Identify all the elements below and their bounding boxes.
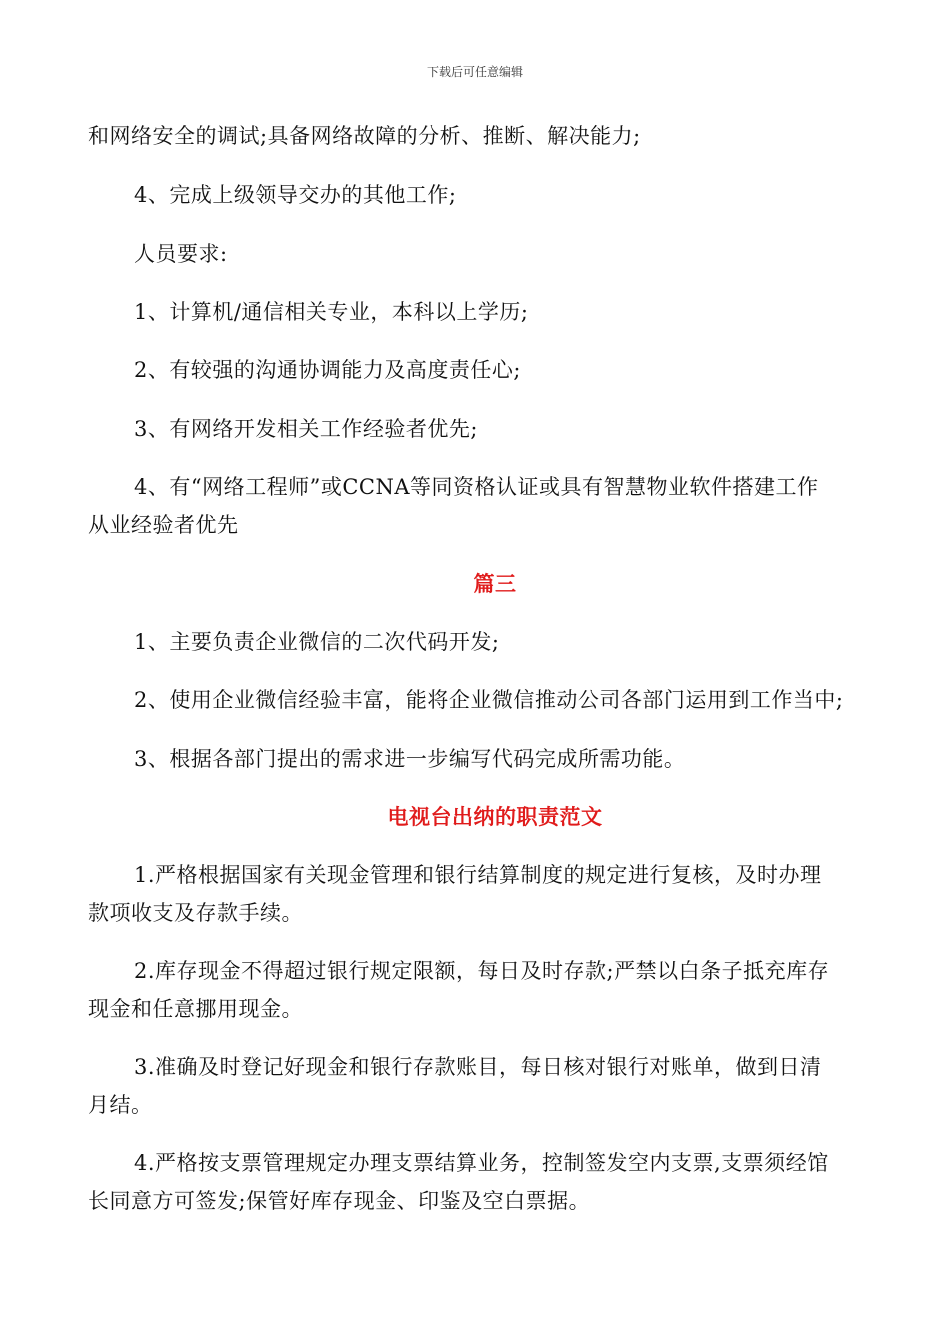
paragraph-line: 月结。 [88,1093,153,1117]
list-item: 1、计算机/通信相关专业，本科以上学历; [134,300,529,324]
list-item: 3、有网络开发相关工作经验者优先; [134,417,478,441]
section-label: 人员要求: [134,242,228,266]
list-item: 4.严格按支票管理规定办理支票结算业务，控制签发空内支票,支票须经馆 [134,1151,829,1175]
list-item: 1.严格根据国家有关现金管理和银行结算制度的规定进行复核，及时办理 [134,863,822,887]
list-item: 1、主要负责企业微信的二次代码开发; [134,630,500,654]
list-item: 3.准确及时登记好现金和银行存款账目，每日核对银行对账单，做到日清 [134,1055,822,1079]
list-item: 2.库存现金不得超过银行规定限额，每日及时存款;严禁以白条子抵充库存 [134,959,830,983]
page-header: 下载后可任意编辑 [426,65,523,79]
section-heading: 篇三 [473,571,517,596]
list-item: 2、有较强的沟通协调能力及高度责任心; [134,358,521,382]
list-item: 4、完成上级领导交办的其他工作; [134,183,457,207]
list-item: 3、根据各部门提出的需求进一步编写代码完成所需功能。 [134,747,686,771]
paragraph-line: 长同意方可签发;保管好库存现金、印鉴及空白票据。 [88,1189,591,1213]
paragraph-line: 款项收支及存款手续。 [88,901,303,925]
list-item: 4、有“网络工程师”或CCNA等同资格认证或具有智慧物业软件搭建工作 [134,475,819,499]
paragraph-line: 现金和任意挪用现金。 [88,997,303,1021]
section-heading: 电视台出纳的职责范文 [387,804,603,829]
paragraph-line: 从业经验者优先 [88,513,239,537]
paragraph-line: 和网络安全的调试;具备网络故障的分析、推断、解决能力; [88,124,641,148]
list-item: 2、使用企业微信经验丰富，能将企业微信推动公司各部门运用到工作当中; [134,688,844,712]
